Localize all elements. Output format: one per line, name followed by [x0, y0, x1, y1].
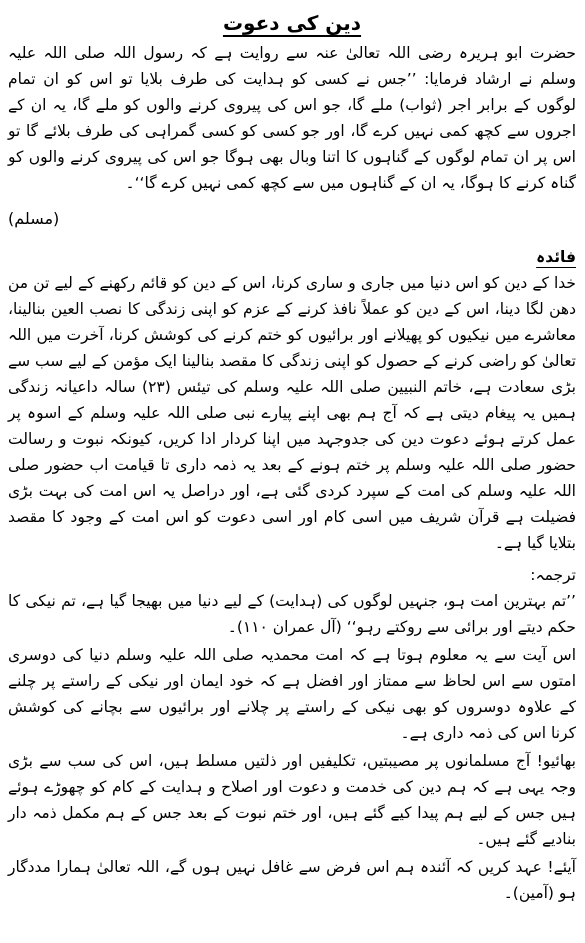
- appeal-paragraph: بھائیو! آج مسلمانوں پر مصیبتیں، تکلیفیں اور ذلتیں مسلط ہیں، اس کی سب سے بڑی وجہ یہی ہے کہ ہم دین کی خدمت و دعوت اور اصلاح و ہدایت کے کام کو چھوڑے ہوئے ہیں جس کے لیے ہم پیدا کیے گئے ہیں، اور ختم نبوت کے بعد جس کے ہم مکمل ذمہ دار بنادیے گئے ہیں۔: [8, 752, 576, 848]
- benefit-paragraph: خدا کے دین کو اس دنیا میں جاری و ساری کرنا، اس کے دین کو قائم رکھنے کے لیے تن من دھن لگا دینا، اس کے دین کو عملاً نافذ کرنے کے عزم کو اپنی زندگی کا نصب العین بنالینا، معاشرے میں نیکیوں کو پھیلانے اور برائیوں کو ختم کرنے کی کوشش کرنا، آخرت میں اللہ تعالیٰ کو راضی کرنے کے حصول کو اپنی زندگی کا مقصد بنالینا ایک مؤمن کے لیے سب سے بڑی سعادت ہے، خاتم النبیین صلی اللہ علیہ وسلم کی تیئس (۲۳) سالہ داعیانہ زندگی ہمیں یہ پیغام دیتی ہے کہ آج ہم بھی اپنے پیارے نبی صلی اللہ علیہ وسلم کے اسوہ پر عمل کرتے ہوئے دعوت دین کی جدوجہد میں اپنا کردار ادا کریں، کیونکہ نبوت و رسالت حضور صلی اللہ علیہ وسلم پر ختم ہونے کے بعد یہ ذمہ داری تا قیامت اب حضور صلی اللہ علیہ وسلم کی امت کے سپرد کردی گئی ہے، اور دراصل یہ اس امت کی بہت بڑی فضیلت ہے قرآن شریف میں اسی کام اور اسی دعوت کو اس امت کے وجود کا مقصد بتلایا گیا ہے۔: [8, 274, 576, 552]
- verse-explanation-paragraph: اس آیت سے یہ معلوم ہوتا ہے کہ امت محمدیہ صلی اللہ علیہ وسلم دنیا کی دوسری امتوں سے اس لحاظ سے ممتاز اور افضل ہے کہ خود ایمان اور نیکی کے راستے پر چلنے کے علاوہ دوسروں کو بھی نیکی کے راستے پر چلانے اور برائیوں سے بچانے کی کوشش کرنا اس کی ذمہ داری ہے۔: [8, 646, 576, 742]
- document-page: [8, 8, 576, 935]
- page-title: دین کی دعوت: [222, 11, 362, 35]
- benefit-heading: فائدہ: [536, 248, 576, 266]
- hadith-text: حضرت ابو ہریرہ رضی اللہ تعالیٰ عنہ سے روایت ہے کہ رسول اللہ صلی اللہ علیہ وسلم نے ارشاد فرمایا: ’’جس نے کسی کو ہدایت کی طرف بلایا تو اس کو ان تمام لوگوں کے برابر اجر (ثواب) ملے گا، جو اس کی پیروی کرنے والوں کو ملے گا، یہ ان کے اجروں سے کچھ کمی نہیں کرے گا، اور جو کسی کو کسی گمراہی کی طرف بلائے گا تو اس پر ان تمام لوگوں کے گناہوں کا اتنا وبال بھی ہوگا جو اس کی پیروی کرنے والوں کو گناہ کرنے کا ہوگا، یہ ان کے گناہوں میں سے کچھ کمی نہیں کرے گا‘‘۔: [8, 44, 576, 192]
- translation-label: ترجمہ:: [530, 566, 576, 584]
- closing-paragraph: آیئے! عہد کریں کہ آئندہ ہم اس فرض سے غافل نہیں ہوں گے، اللہ تعالیٰ ہمارا مددگار ہو (آمین)۔: [8, 858, 576, 902]
- hadith-source: (مسلم): [8, 209, 60, 228]
- verse-translation: ’’تم بہترین امت ہو، جنہیں لوگوں کی (ہدایت) کے لیے دنیا میں بھیجا گیا ہے، تم نیکی کا حکم دیتے اور برائی سے روکتے رہو‘‘ (آل عمران ۱۱۰)۔: [8, 592, 576, 636]
